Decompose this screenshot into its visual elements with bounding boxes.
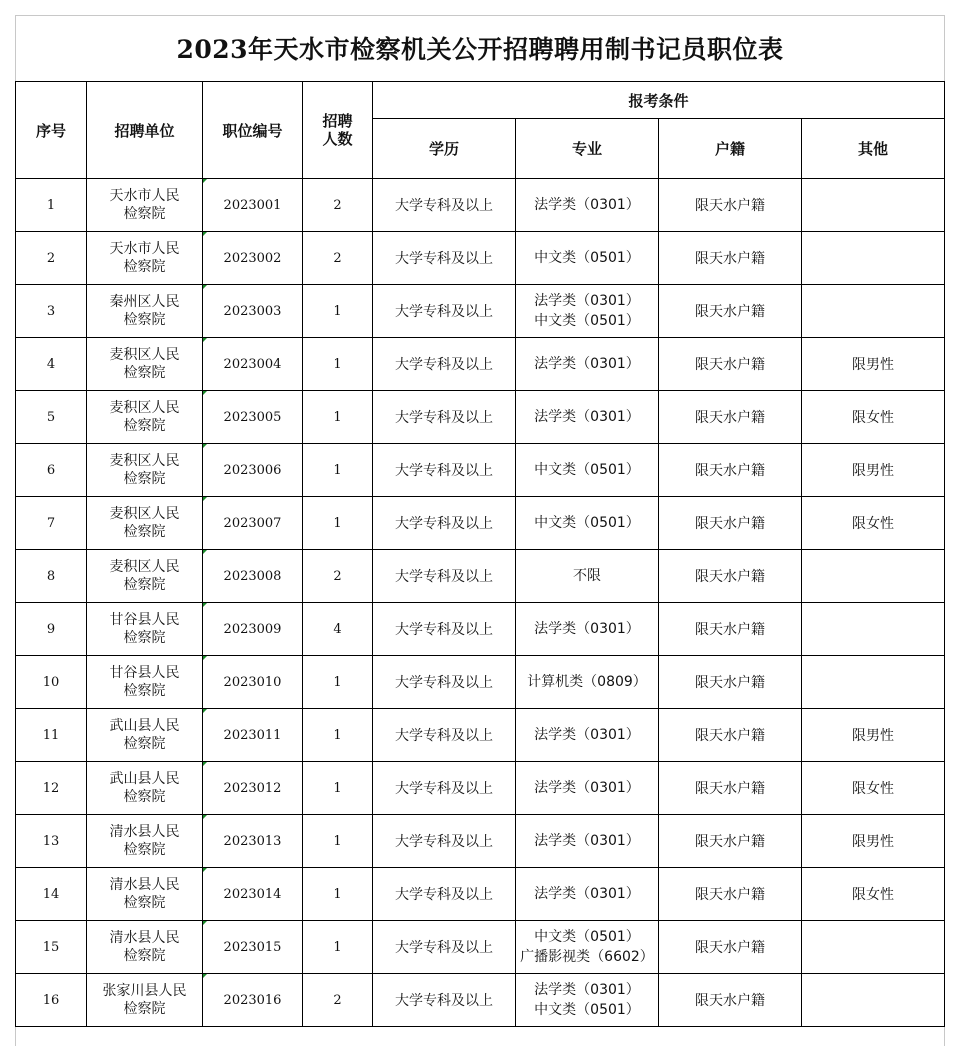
cell-education: 大学专科及以上 (373, 497, 516, 550)
cell-unit-line1: 武山县人民 (109, 771, 180, 787)
header-education: 学历 (373, 119, 516, 179)
cell-code-text: 2023002 (223, 250, 282, 266)
cell-unit (87, 656, 203, 709)
cell-code-text: 2023012 (223, 780, 282, 796)
cell-hukou: 限天水户籍 (659, 285, 802, 338)
cell-unit (87, 815, 203, 868)
cell-seq: 3 (16, 285, 87, 338)
cell-seq: 7 (16, 497, 87, 550)
cell-count: 2 (303, 974, 373, 1027)
table-row (16, 815, 945, 868)
cell-other (802, 285, 945, 338)
cell-other (802, 550, 945, 603)
cell-count: 1 (303, 921, 373, 974)
cell-count: 1 (303, 338, 373, 391)
comment-marker-icon (203, 497, 207, 501)
cell-hukou: 限天水户籍 (659, 179, 802, 232)
cell-major-line1: 法学类（0301） (534, 409, 640, 425)
cell-code (203, 656, 303, 709)
cell-count: 2 (303, 550, 373, 603)
comment-marker-icon (203, 921, 207, 925)
cell-code (203, 709, 303, 762)
cell-unit-line2: 检察院 (123, 736, 166, 752)
cell-major (516, 338, 659, 391)
cell-unit-line1: 张家川县人民 (102, 983, 187, 999)
cell-major (516, 974, 659, 1027)
comment-marker-icon (203, 762, 207, 766)
table-row (16, 285, 945, 338)
cell-hukou: 限天水户籍 (659, 921, 802, 974)
cell-count: 1 (303, 815, 373, 868)
header-major: 专业 (516, 119, 659, 179)
table-body (16, 179, 945, 1027)
cell-education: 大学专科及以上 (373, 815, 516, 868)
cell-count: 2 (303, 232, 373, 285)
cell-code (203, 974, 303, 1027)
cell-code (203, 815, 303, 868)
cell-major-line2: 广播影视类（6602） (520, 949, 654, 965)
cell-seq: 14 (16, 868, 87, 921)
cell-seq: 10 (16, 656, 87, 709)
cell-education: 大学专科及以上 (373, 179, 516, 232)
table-row (16, 497, 945, 550)
cell-count: 1 (303, 762, 373, 815)
cell-other: 限女性 (802, 868, 945, 921)
cell-major (516, 656, 659, 709)
comment-marker-icon (203, 391, 207, 395)
cell-other (802, 974, 945, 1027)
cell-major (516, 550, 659, 603)
cell-code-text: 2023003 (223, 303, 282, 319)
cell-code (203, 868, 303, 921)
cell-seq: 15 (16, 921, 87, 974)
cell-education: 大学专科及以上 (373, 709, 516, 762)
cell-education: 大学专科及以上 (373, 444, 516, 497)
cell-major-line1: 法学类（0301） (534, 356, 640, 372)
cell-major-line1: 法学类（0301） (534, 833, 640, 849)
cell-unit-line1: 麦积区人民 (109, 347, 180, 363)
cell-major-line1: 法学类（0301） (534, 197, 640, 213)
cell-unit-line1: 天水市人民 (109, 241, 180, 257)
cell-seq: 11 (16, 709, 87, 762)
cell-other: 限男性 (802, 444, 945, 497)
cell-other (802, 656, 945, 709)
cell-code-text: 2023008 (223, 568, 282, 584)
cell-unit-line2: 检察院 (123, 948, 166, 964)
cell-code-text: 2023013 (223, 833, 282, 849)
cell-unit-line1: 清水县人民 (109, 877, 180, 893)
cell-unit-line2: 检察院 (123, 206, 166, 222)
cell-other: 限男性 (802, 709, 945, 762)
cell-unit (87, 232, 203, 285)
cell-major (516, 709, 659, 762)
cell-code-text: 2023009 (223, 621, 282, 637)
cell-unit-line1: 甘谷县人民 (109, 612, 180, 628)
comment-marker-icon (203, 815, 207, 819)
cell-major-line1: 法学类（0301） (534, 293, 640, 309)
comment-marker-icon (203, 338, 207, 342)
cell-education: 大学专科及以上 (373, 285, 516, 338)
header-count-line2: 人数 (322, 130, 353, 148)
position-table (15, 81, 945, 1027)
cell-other (802, 603, 945, 656)
cell-code-text: 2023005 (223, 409, 282, 425)
header-other: 其他 (802, 119, 945, 179)
cell-other (802, 232, 945, 285)
cell-other: 限女性 (802, 762, 945, 815)
cell-code (203, 497, 303, 550)
cell-code (203, 444, 303, 497)
cell-major-line2: 中文类（0501） (534, 1002, 640, 1018)
header-seq: 序号 (16, 82, 87, 179)
cell-major-line1: 法学类（0301） (534, 727, 640, 743)
cell-education: 大学专科及以上 (373, 603, 516, 656)
cell-count: 1 (303, 285, 373, 338)
cell-major (516, 815, 659, 868)
comment-marker-icon (203, 232, 207, 236)
table-row (16, 709, 945, 762)
cell-code (203, 285, 303, 338)
cell-unit (87, 868, 203, 921)
cell-unit (87, 974, 203, 1027)
comment-marker-icon (203, 709, 207, 713)
table-row (16, 762, 945, 815)
cell-count: 1 (303, 444, 373, 497)
cell-major-line1: 中文类（0501） (534, 250, 640, 266)
table-row (16, 550, 945, 603)
cell-count: 1 (303, 709, 373, 762)
cell-hukou: 限天水户籍 (659, 338, 802, 391)
cell-unit-line1: 麦积区人民 (109, 453, 180, 469)
cell-major-line1: 法学类（0301） (534, 780, 640, 796)
cell-unit-line2: 检察院 (123, 577, 166, 593)
cell-other: 限男性 (802, 338, 945, 391)
cell-hukou: 限天水户籍 (659, 815, 802, 868)
cell-major-line1: 不限 (573, 568, 601, 584)
cell-code-text: 2023014 (223, 886, 282, 902)
comment-marker-icon (203, 444, 207, 448)
cell-education: 大学专科及以上 (373, 921, 516, 974)
cell-count: 1 (303, 391, 373, 444)
cell-count: 1 (303, 868, 373, 921)
cell-other (802, 921, 945, 974)
cell-seq: 13 (16, 815, 87, 868)
comment-marker-icon (203, 285, 207, 289)
cell-unit (87, 550, 203, 603)
cell-unit-line2: 检察院 (123, 365, 166, 381)
header-conditions: 报考条件 (373, 82, 945, 119)
header-code: 职位编号 (203, 82, 303, 179)
table-row (16, 921, 945, 974)
cell-unit (87, 285, 203, 338)
cell-seq: 9 (16, 603, 87, 656)
cell-major (516, 603, 659, 656)
cell-code-text: 2023001 (223, 197, 282, 213)
cell-seq: 8 (16, 550, 87, 603)
cell-seq: 4 (16, 338, 87, 391)
cell-education: 大学专科及以上 (373, 550, 516, 603)
cell-education: 大学专科及以上 (373, 391, 516, 444)
header-count-line1: 招聘 (322, 112, 353, 130)
cell-other: 限女性 (802, 497, 945, 550)
cell-code-text: 2023016 (223, 992, 282, 1008)
cell-major (516, 762, 659, 815)
cell-unit-line2: 检察院 (123, 683, 166, 699)
cell-code (203, 603, 303, 656)
table-row (16, 391, 945, 444)
cell-major (516, 391, 659, 444)
cell-code (203, 179, 303, 232)
cell-education: 大学专科及以上 (373, 868, 516, 921)
comment-marker-icon (203, 179, 207, 183)
table-row (16, 444, 945, 497)
cell-unit-line2: 检察院 (123, 895, 166, 911)
cell-education: 大学专科及以上 (373, 338, 516, 391)
comment-marker-icon (203, 656, 207, 660)
cell-unit (87, 444, 203, 497)
cell-major-line1: 中文类（0501） (534, 462, 640, 478)
table-row (16, 868, 945, 921)
page-title: 2023年天水市检察机关公开招聘聘用制书记员职位表 (176, 35, 784, 64)
table-row (16, 974, 945, 1027)
cell-count: 4 (303, 603, 373, 656)
cell-unit-line1: 麦积区人民 (109, 559, 180, 575)
cell-seq: 1 (16, 179, 87, 232)
cell-code (203, 762, 303, 815)
cell-seq: 12 (16, 762, 87, 815)
cell-hukou: 限天水户籍 (659, 603, 802, 656)
cell-seq: 16 (16, 974, 87, 1027)
cell-unit-line1: 武山县人民 (109, 718, 180, 734)
cell-seq: 6 (16, 444, 87, 497)
cell-hukou: 限天水户籍 (659, 656, 802, 709)
header-count (303, 82, 373, 179)
comment-marker-icon (203, 974, 207, 978)
cell-major (516, 285, 659, 338)
cell-unit-line2: 检察院 (123, 418, 166, 434)
cell-unit-line2: 检察院 (123, 524, 166, 540)
cell-other (802, 179, 945, 232)
cell-major-line1: 计算机类（0809） (527, 674, 647, 690)
cell-code (203, 232, 303, 285)
cell-code-text: 2023011 (223, 727, 282, 743)
table-header (16, 82, 945, 179)
table-row (16, 338, 945, 391)
cell-education: 大学专科及以上 (373, 762, 516, 815)
table-row (16, 603, 945, 656)
cell-unit-line2: 检察院 (123, 259, 166, 275)
cell-unit (87, 709, 203, 762)
cell-unit (87, 921, 203, 974)
cell-unit (87, 179, 203, 232)
cell-hukou: 限天水户籍 (659, 974, 802, 1027)
cell-other: 限男性 (802, 815, 945, 868)
comment-marker-icon (203, 868, 207, 872)
cell-major-line1: 法学类（0301） (534, 982, 640, 998)
cell-code-text: 2023007 (223, 515, 282, 531)
cell-code-text: 2023010 (223, 674, 282, 690)
table-row (16, 179, 945, 232)
cell-unit-line2: 检察院 (123, 312, 166, 328)
cell-unit (87, 762, 203, 815)
cell-hukou: 限天水户籍 (659, 709, 802, 762)
cell-seq: 2 (16, 232, 87, 285)
cell-hukou: 限天水户籍 (659, 444, 802, 497)
cell-count: 1 (303, 656, 373, 709)
cell-major (516, 444, 659, 497)
cell-major-line1: 法学类（0301） (534, 621, 640, 637)
cell-count: 1 (303, 497, 373, 550)
cell-major (516, 179, 659, 232)
table-row (16, 232, 945, 285)
cell-unit-line1: 麦积区人民 (109, 400, 180, 416)
cell-major-line1: 法学类（0301） (534, 886, 640, 902)
cell-major-line1: 中文类（0501） (534, 515, 640, 531)
header-unit: 招聘单位 (87, 82, 203, 179)
cell-other: 限女性 (802, 391, 945, 444)
cell-hukou: 限天水户籍 (659, 868, 802, 921)
cell-code-text: 2023006 (223, 462, 282, 478)
cell-unit-line2: 检察院 (123, 789, 166, 805)
cell-unit-line1: 清水县人民 (109, 824, 180, 840)
cell-code-text: 2023004 (223, 356, 282, 372)
cell-hukou: 限天水户籍 (659, 232, 802, 285)
cell-code (203, 338, 303, 391)
cell-unit-line1: 麦积区人民 (109, 506, 180, 522)
cell-major-line2: 中文类（0501） (534, 313, 640, 329)
cell-code-text: 2023015 (223, 939, 282, 955)
cell-count: 2 (303, 179, 373, 232)
cell-major (516, 921, 659, 974)
cell-unit-line2: 检察院 (123, 471, 166, 487)
cell-major-line1: 中文类（0501） (534, 929, 640, 945)
cell-education: 大学专科及以上 (373, 974, 516, 1027)
comment-marker-icon (203, 550, 207, 554)
cell-hukou: 限天水户籍 (659, 391, 802, 444)
cell-seq: 5 (16, 391, 87, 444)
cell-unit (87, 603, 203, 656)
cell-unit (87, 391, 203, 444)
cell-unit-line1: 甘谷县人民 (109, 665, 180, 681)
cell-code (203, 921, 303, 974)
cell-major (516, 868, 659, 921)
cell-major (516, 232, 659, 285)
cell-hukou: 限天水户籍 (659, 550, 802, 603)
cell-unit-line1: 秦州区人民 (109, 294, 180, 310)
cell-code (203, 391, 303, 444)
cell-education: 大学专科及以上 (373, 232, 516, 285)
cell-unit-line2: 检察院 (123, 1001, 166, 1017)
cell-unit-line2: 检察院 (123, 630, 166, 646)
cell-code (203, 550, 303, 603)
cell-unit (87, 497, 203, 550)
comment-marker-icon (203, 603, 207, 607)
cell-unit-line1: 清水县人民 (109, 930, 180, 946)
cell-unit-line2: 检察院 (123, 842, 166, 858)
header-hukou: 户籍 (659, 119, 802, 179)
cell-education: 大学专科及以上 (373, 656, 516, 709)
cell-hukou: 限天水户籍 (659, 497, 802, 550)
cell-unit (87, 338, 203, 391)
cell-unit-line1: 天水市人民 (109, 188, 180, 204)
cell-major (516, 497, 659, 550)
cell-hukou: 限天水户籍 (659, 762, 802, 815)
table-row (16, 656, 945, 709)
